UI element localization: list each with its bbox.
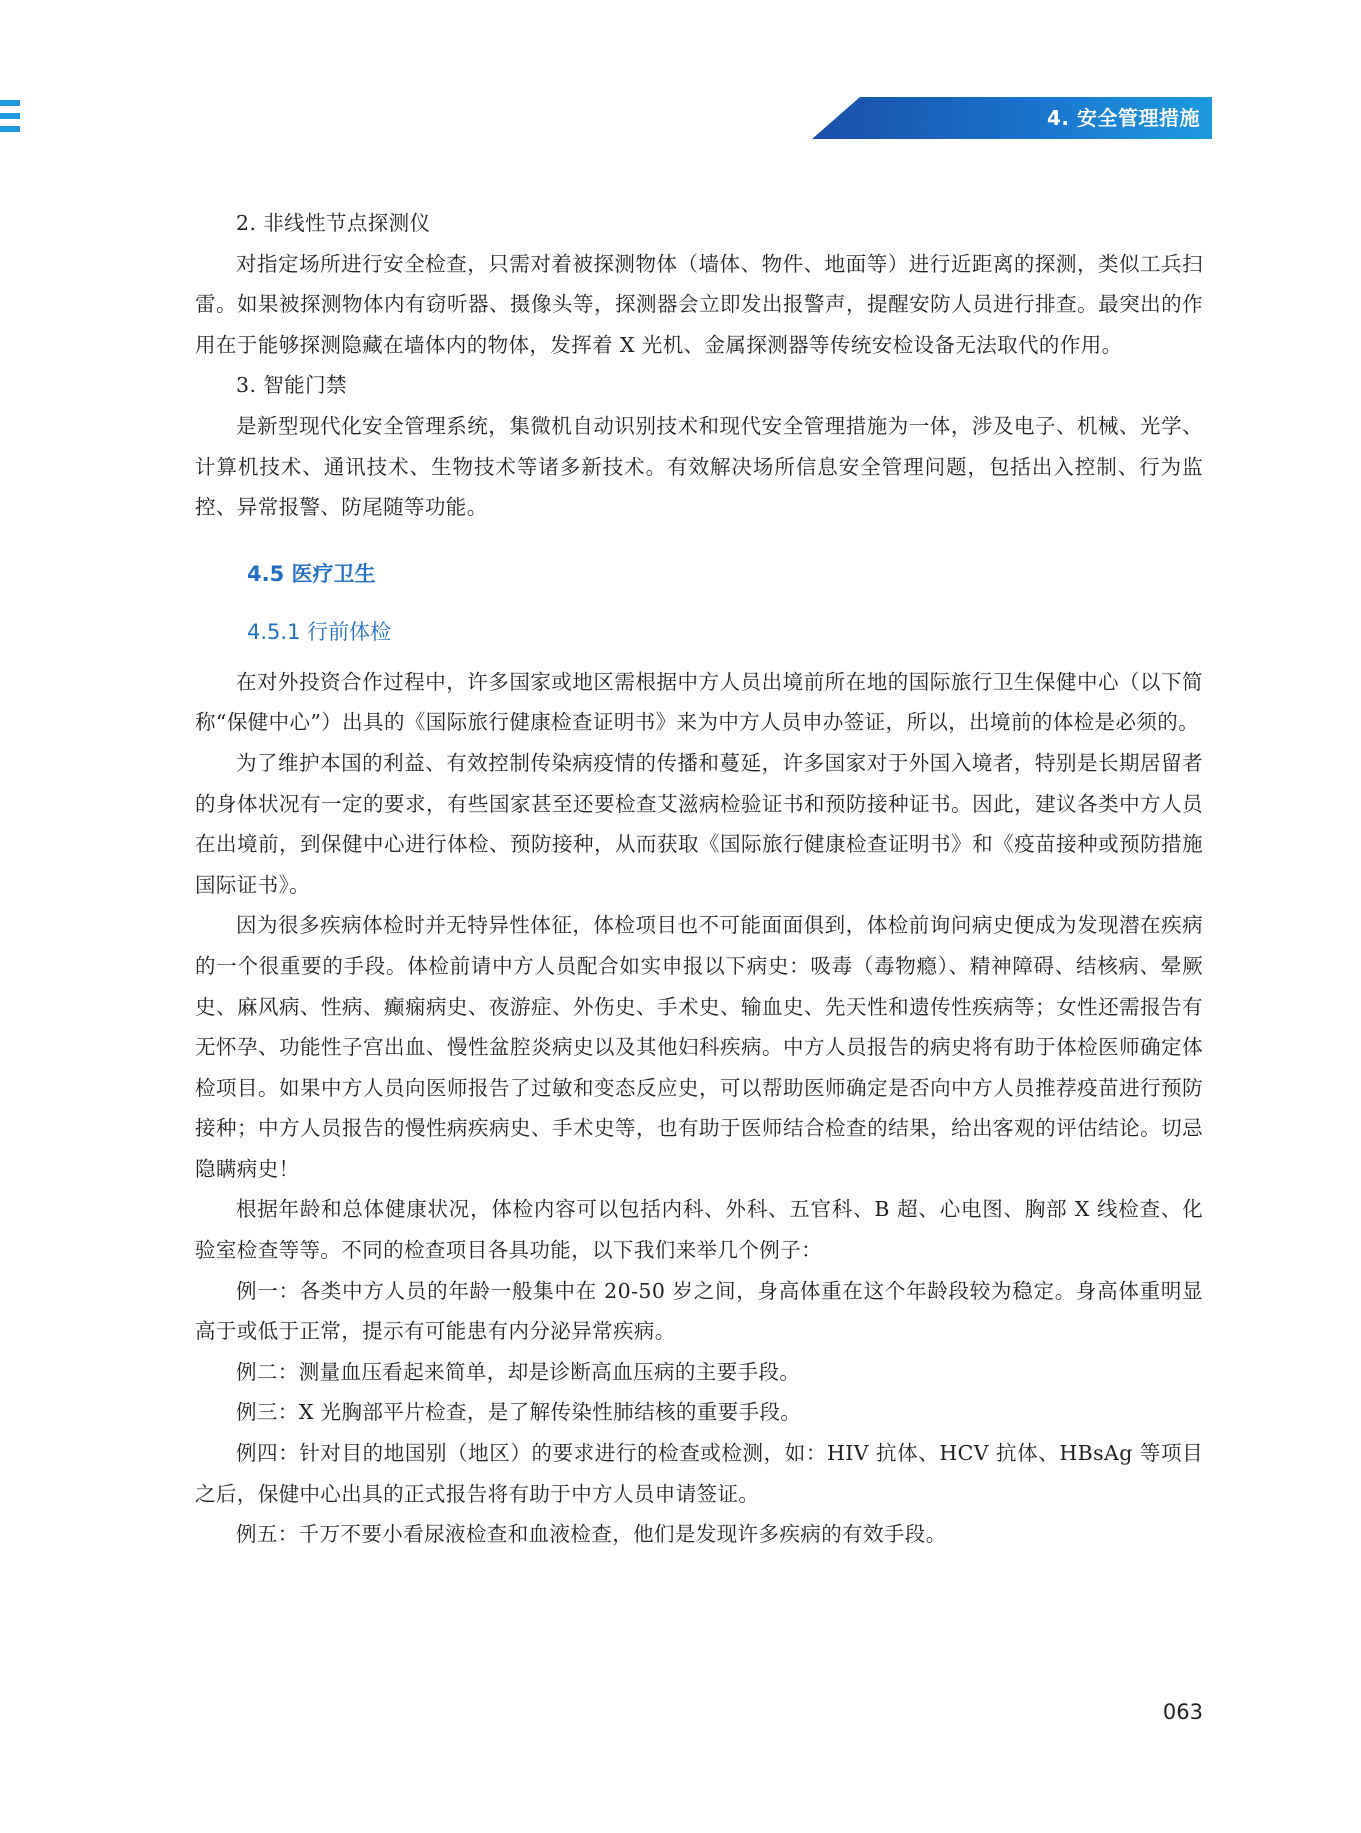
example-item: 例三：X 光胸部平片检查，是了解传染性肺结核的重要手段。 [236, 1400, 802, 1425]
page-body [195, 203, 1203, 1555]
paragraph: 在对外投资合作过程中，许多国家或地区需根据中方人员出境前所在地的国际旅行卫生保健中心（以下简称“保健中心”）出具的《国际旅行健康检查证明书》来为中方人员申办签证，所以，出境前的体检是必须的。 [195, 669, 1203, 735]
example-item: 例一：各类中方人员的年龄一般集中在 20-50 岁之间，身高体重在这个年龄段较为稳定。身高体重明显高于或低于正常，提示有可能患有内分泌异常疾病。 [195, 1278, 1203, 1344]
paragraph: 为了维护本国的利益、有效控制传染病疫情的传播和蔓延，许多国家对于外国入境者，特别是长期居留者的身体状况有一定的要求，有些国家甚至还要检查艾滋病检验证书和预防接种证书。因此，建议各类中方人员在出境前，到保健中心进行体检、预防接种，从而获取《国际旅行健康检查证明书》和《疫苗接种或预防措施国际证书》。 [195, 750, 1203, 897]
chapter-title: 4. 安全管理措施 [1047, 106, 1200, 130]
item-heading-smart-access: 3. 智能门禁 [236, 373, 347, 398]
example-item: 例四：针对目的地国别（地区）的要求进行的检查或检测，如：HIV 抗体、HCV 抗体、HBsAg 等项目之后，保健中心出具的正式报告将有助于中方人员申请签证。 [195, 1441, 1203, 1506]
example-item: 例二：测量血压看起来简单，却是诊断高血压病的主要手段。 [236, 1359, 801, 1384]
page-number: 063 [1162, 1700, 1203, 1724]
paragraph: 是新型现代化安全管理系统，集微机自动识别技术和现代安全管理措施为一体，涉及电子、机械、光学、计算机技术、通讯技术、生物技术等诸多新技术。有效解决场所信息安全管理问题，包括出入控制、行为监控、异常报警、防尾随等功能。 [195, 413, 1203, 520]
section-heading: 4.5 医疗卫生 [247, 561, 376, 586]
paragraph: 根据年龄和总体健康状况，体检内容可以包括内科、外科、五官科、B 超、心电图、胸部 X 线检查、化验室检查等等。不同的检查项目各具功能，以下我们来举几个例子： [195, 1197, 1203, 1263]
example-item: 例五：千万不要小看尿液检查和血液检查，他们是发现许多疾病的有效手段。 [236, 1522, 947, 1547]
stacked-bars-icon [0, 100, 20, 139]
subsection-heading: 4.5.1 行前体检 [247, 619, 392, 644]
paragraph: 对指定场所进行安全检查，只需对着被探测物体（墙体、物件、地面等）进行近距离的探测，类似工兵扫雷。如果被探测物体内有窃听器、摄像头等，探测器会立即发出报警声，提醒安防人员进行排查。最突出的作用在于能够探测隐藏在墙体内的物体，发挥着 X 光机、金属探测器等传统安检设备无法取代的作用。 [195, 251, 1203, 357]
paragraph: 因为很多疾病体检时并无特异性体征，体检项目也不可能面面俱到，体检前询问病史便成为发现潜在疾病的一个很重要的手段。体检前请中方人员配合如实申报以下病史：吸毒（毒物瘾）、精神障碍、结核病、晕厥史、麻风病、性病、癫痫病史、夜游症、外伤史、手术史、输血史、先天性和遗传性疾病等；女性还需报告有无怀孕、功能性子宫出血、慢性盆腔炎病史以及其他妇科疾病。中方人员报告的病史将有助于体检医师确定体检项目。如果中方人员向医师报告了过敏和变态反应史，可以帮助医师确定是否向中方人员推荐疫苗进行预防接种；中方人员报告的慢性病疾病史、手术史等，也有助于医师结合检查的结果，给出客观的评估结论。切忌隐瞒病史！ [195, 913, 1203, 1181]
item-heading-nonlinear-detector: 2. 非线性节点探测仪 [236, 211, 431, 235]
chapter-header-banner [812, 97, 1212, 139]
